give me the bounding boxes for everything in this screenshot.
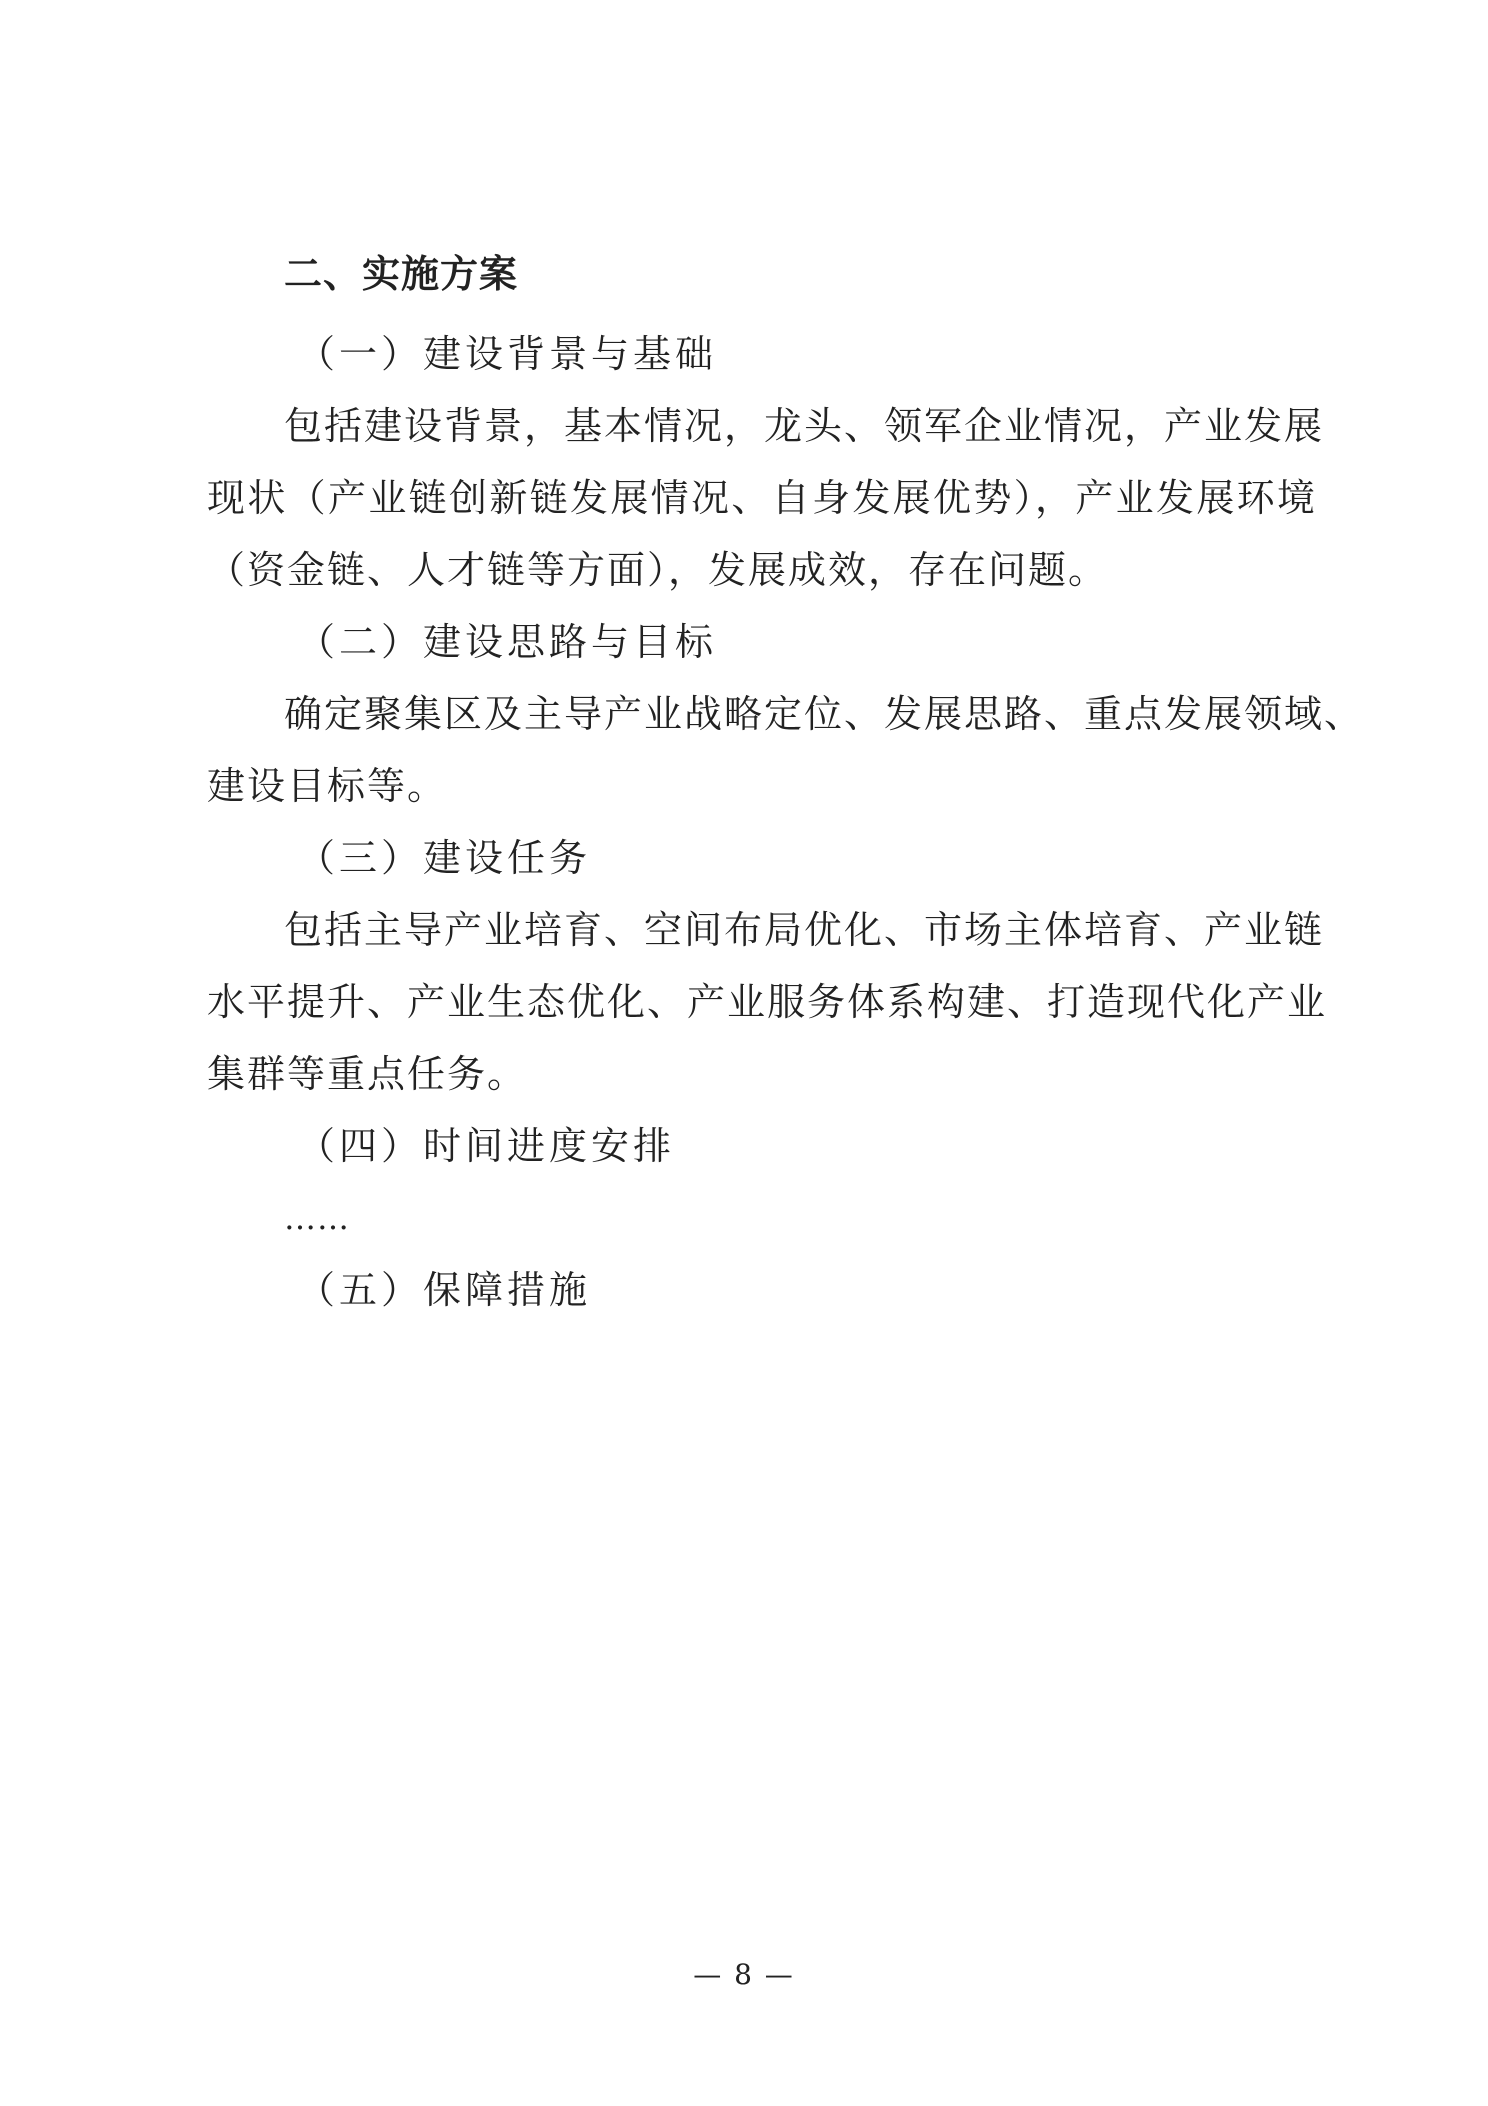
paragraph-line: 确定聚集区及主导产业战略定位、发展思路、重点发展领域、 [284,692,1365,736]
paragraph-line: 集群等重点任务。 [207,1052,528,1096]
paragraph-line: 建设目标等。 [207,764,448,808]
paragraph-line: 包括主导产业培育、空间布局优化、市场主体培育、产业链 [284,908,1325,952]
paragraph-line: 包括建设背景，基本情况，龙头、领军企业情况，产业发展 [284,404,1325,448]
ellipsis-placeholder: …… [284,1199,350,1237]
paragraph-line: 水平提升、产业生态优化、产业服务体系构建、打造现代化产业 [207,980,1328,1024]
document-body [207,238,1365,1326]
paragraph-line: 现状（产业链创新链发展情况、自身发展优势），产业发展环境 [207,476,1317,520]
paragraph-line: （资金链、人才链等方面），发展成效，存在问题。 [207,548,1109,592]
page-number: — 8 — [693,1958,795,1991]
subsection-title-3: （三）建设任务 [297,836,592,880]
subsection-title-2: （二）建设思路与目标 [297,620,718,664]
subsection-title-5: （五）保障措施 [297,1268,592,1312]
subsection-title-1: （一）建设背景与基础 [297,332,718,376]
section-heading: 二、实施方案 [284,252,519,296]
subsection-title-4: （四）时间进度安排 [297,1124,676,1168]
